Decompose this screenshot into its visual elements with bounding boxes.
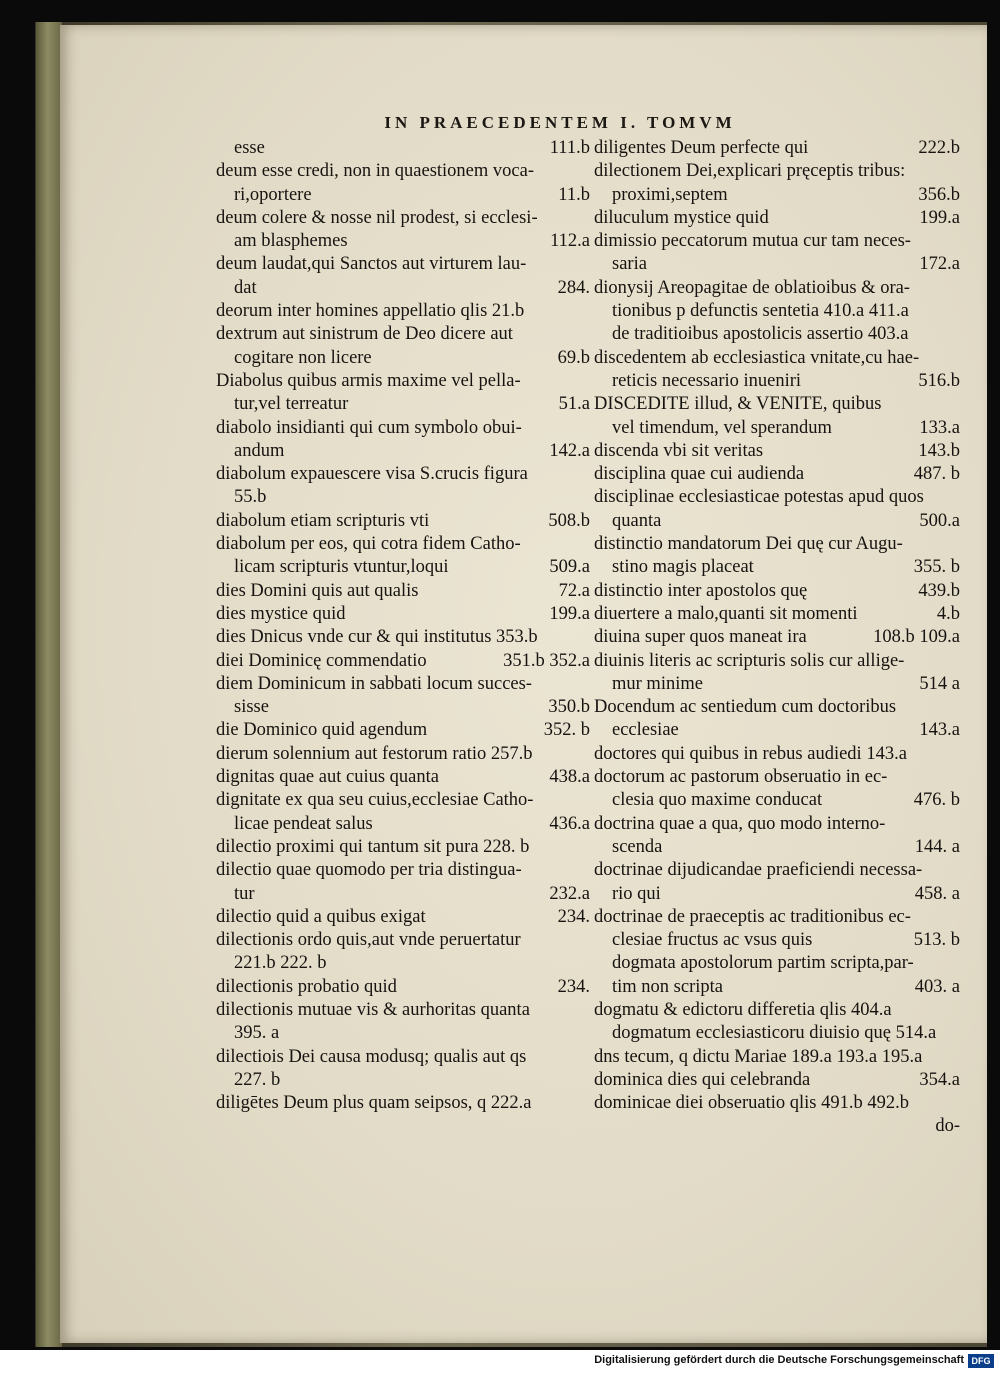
entry-text: dilectio quae quomodo per tria distingua- xyxy=(216,860,522,881)
index-entry-line xyxy=(216,417,590,440)
index-entry-line xyxy=(594,626,960,649)
index-entry-line xyxy=(216,789,590,812)
index-entry-line xyxy=(594,556,960,579)
entry-page-ref: 438.a xyxy=(549,767,590,788)
entry-text: dies mystice quid xyxy=(216,603,346,624)
index-entry-line xyxy=(594,999,960,1022)
entry-page-ref: 350.b xyxy=(548,697,590,718)
index-entry-line xyxy=(216,1022,590,1045)
entry-page-ref: 234. xyxy=(557,906,590,927)
entry-text: dominicae diei obseruatio qlis 491.b 492.b xyxy=(594,1093,909,1114)
entry-text: diligētes Deum plus quam seipsos, q 222.a xyxy=(216,1093,532,1114)
index-entry-line xyxy=(594,1046,960,1069)
entry-page-ref: 133.a xyxy=(919,417,960,438)
entry-text: dignitate ex qua seu cuius,ecclesiae Catho- xyxy=(216,790,534,811)
index-entry-line xyxy=(594,440,960,463)
entry-text: discedentem ab ecclesiastica vnitate,cu hae- xyxy=(594,347,920,368)
entry-text: proximi,septem xyxy=(612,184,728,205)
entry-text: dilectionis ordo quis,aut vnde peruertatur xyxy=(216,930,521,951)
entry-text: dilectionis mutuae vis & aurhoritas quanta xyxy=(216,999,530,1020)
entry-text: dies Dnicus vnde cur & qui institutus 353.b xyxy=(216,627,538,648)
entry-text: esse xyxy=(234,138,265,158)
index-entry-line xyxy=(594,1092,960,1115)
index-entry-line xyxy=(594,789,960,812)
entry-text: Docendum ac sentiedum cum doctoribus xyxy=(594,697,897,718)
index-entry-line xyxy=(216,533,590,556)
entry-text: ecclesiae xyxy=(612,720,679,741)
entry-text: dilectionem Dei,explicari pręceptis tribus: xyxy=(594,161,906,182)
index-entry-line xyxy=(594,137,960,160)
index-entry-line xyxy=(216,883,590,906)
index-entry-line xyxy=(216,230,590,253)
entry-page-ref: 514 a xyxy=(919,673,960,694)
index-entry-line xyxy=(594,813,960,836)
index-column-right xyxy=(594,137,960,1139)
entry-page-ref: 111.b xyxy=(549,138,590,158)
index-entry-line xyxy=(594,743,960,766)
entry-text: clesiae fructus ac vsus quis xyxy=(612,930,813,951)
entry-text: doctores qui quibus in rebus audiedi 143.a xyxy=(594,743,907,764)
entry-text: diabolo insidianti qui cum symbolo obui- xyxy=(216,417,522,438)
entry-page-ref: 508.b xyxy=(548,510,590,531)
index-entry-line xyxy=(594,1022,960,1045)
index-column-left xyxy=(216,137,590,1115)
entry-text: dextrum aut sinistrum de Deo dicere aut xyxy=(216,324,513,345)
entry-text: am blasphemes xyxy=(234,231,348,252)
index-entry-line xyxy=(594,719,960,742)
index-entry-line xyxy=(216,323,590,346)
index-entry-line xyxy=(594,1069,960,1092)
index-entry-line xyxy=(594,370,960,393)
entry-text: distinctio inter apostolos quę xyxy=(594,580,808,601)
index-entry-line xyxy=(216,976,590,999)
index-entry-line xyxy=(594,230,960,253)
index-entry-line xyxy=(594,417,960,440)
entry-page-ref: 284. xyxy=(557,277,590,298)
index-entry-line xyxy=(594,533,960,556)
index-entry-line xyxy=(216,184,590,207)
entry-text: dignitas quae aut cuius quanta xyxy=(216,767,439,788)
index-entry-line xyxy=(594,184,960,207)
index-entry-line xyxy=(594,277,960,300)
entry-text: 395. a xyxy=(234,1023,280,1044)
index-entry-line xyxy=(594,603,960,626)
entry-page-ref: 354.a xyxy=(919,1069,960,1090)
entry-text: diem Dominicum in sabbati locum succes- xyxy=(216,673,532,694)
index-entry-line xyxy=(216,929,590,952)
entry-page-ref: 436.a xyxy=(549,813,590,834)
index-entry-line xyxy=(594,510,960,533)
entry-text: dominica dies qui celebranda xyxy=(594,1069,811,1090)
index-entry-line xyxy=(216,650,590,673)
entry-text: doctorum ac pastorum obseruatio in ec- xyxy=(594,767,888,788)
index-entry-line xyxy=(216,556,590,579)
index-entry-line xyxy=(216,859,590,882)
index-entry-line xyxy=(216,393,590,416)
index-entry-line xyxy=(216,743,590,766)
entry-text: deum esse credi, non in quaestionem voca- xyxy=(216,161,534,182)
entry-text: tur,vel terreatur xyxy=(234,394,349,415)
entry-text: distinctio mandatorum Dei quę cur Augu- xyxy=(594,534,903,555)
index-entry-line xyxy=(594,1115,960,1138)
entry-text: 55.b xyxy=(234,487,267,508)
entry-page-ref: 476. b xyxy=(913,790,960,811)
index-entry-line xyxy=(594,300,960,323)
index-entry-line xyxy=(216,463,590,486)
entry-text: licae pendeat salus xyxy=(234,813,373,834)
index-entry-line xyxy=(594,696,960,719)
entry-text: dionysij Areopagitae de oblatioibus & ora- xyxy=(594,277,910,298)
entry-page-ref: 222.b xyxy=(918,138,960,158)
funding-credit: Digitalisierung gefördert durch die Deutsche Forschungsgemeinschaft xyxy=(594,1354,964,1366)
index-entry-line xyxy=(594,486,960,509)
entry-text: dilectionis probatio quid xyxy=(216,976,397,997)
entry-page-ref: 108.b 109.a xyxy=(873,627,960,648)
entry-page-ref: 69.b xyxy=(557,347,590,368)
entry-text: diabolum expauescere visa S.crucis figura xyxy=(216,464,528,485)
entry-text: doctrinae dijudicandae praeficiendi necessa- xyxy=(594,860,923,881)
index-entry-line xyxy=(216,510,590,533)
entry-text: dilectio proximi qui tantum sit pura 228. b xyxy=(216,836,530,857)
entry-text: reticis necessario inueniri xyxy=(612,370,802,391)
entry-page-ref: 112.a xyxy=(550,231,590,252)
entry-text: deorum inter homines appellatio qlis 21.b xyxy=(216,301,525,322)
index-entry-line xyxy=(216,952,590,975)
entry-text: ri,oportere xyxy=(234,184,312,205)
index-entry-line xyxy=(594,906,960,929)
index-entry-line xyxy=(216,1046,590,1069)
entry-text: disciplina quae cui audienda xyxy=(594,464,805,485)
entry-page-ref: 51.a xyxy=(558,394,590,415)
entry-text: saria xyxy=(612,254,647,275)
entry-page-ref: 143.a xyxy=(919,720,960,741)
entry-text: dns tecum, q dictu Mariae 189.a 193.a 195.a xyxy=(594,1046,923,1067)
index-entry-line xyxy=(216,906,590,929)
entry-text: diuinis literis ac scripturis solis cur allige- xyxy=(594,650,905,671)
index-entry-line xyxy=(216,580,590,603)
index-entry-line xyxy=(594,952,960,975)
index-entry-line xyxy=(594,883,960,906)
entry-page-ref: 352. b xyxy=(543,720,590,741)
entry-text: tur xyxy=(234,883,255,904)
index-entry-line xyxy=(594,463,960,486)
entry-text: stino magis placeat xyxy=(612,557,754,578)
entry-text: diabolum per eos, qui cotra fidem Catho- xyxy=(216,534,521,555)
entry-text: dilectiois Dei causa modusq; qualis aut qs xyxy=(216,1046,527,1067)
entry-text: 227. b xyxy=(234,1069,281,1090)
entry-text: scenda xyxy=(612,836,663,857)
index-entry-line xyxy=(216,1069,590,1092)
index-entry-line xyxy=(594,253,960,276)
index-entry-line xyxy=(216,277,590,300)
index-entry-line xyxy=(216,999,590,1022)
index-entry-line xyxy=(216,300,590,323)
entry-text: rio qui xyxy=(612,883,661,904)
entry-text: dogmata apostolorum partim scripta,par- xyxy=(612,953,914,974)
index-entry-line xyxy=(594,673,960,696)
entry-text: dilectio quid a quibus exigat xyxy=(216,906,426,927)
entry-text: clesia quo maxime conducat xyxy=(612,790,823,811)
entry-text: dogmatum ecclesiasticoru diuisio quę 514.a xyxy=(612,1023,937,1044)
entry-text: Diabolus quibus armis maxime vel pella- xyxy=(216,370,521,391)
entry-page-ref: 509.a xyxy=(549,557,590,578)
entry-text: andum xyxy=(234,440,285,461)
book-binding xyxy=(36,22,62,1347)
index-entry-line xyxy=(594,393,960,416)
entry-text: dies Domini quis aut qualis xyxy=(216,580,419,601)
index-entry-line xyxy=(216,836,590,859)
index-entry-line xyxy=(216,813,590,836)
index-entry-line xyxy=(216,440,590,463)
index-entry-line xyxy=(594,347,960,370)
entry-page-ref: 234. xyxy=(557,976,590,997)
entry-text: vel timendum, vel sperandum xyxy=(612,417,832,438)
index-entry-line xyxy=(216,347,590,370)
entry-text: dat xyxy=(234,277,257,298)
index-entry-line xyxy=(594,836,960,859)
entry-text: deum colere & nosse nil prodest, si ecclesi- xyxy=(216,207,538,228)
index-entry-line xyxy=(216,1092,590,1115)
entry-page-ref: 72.a xyxy=(558,580,590,601)
index-entry-line xyxy=(216,160,590,183)
index-entry-line xyxy=(216,626,590,649)
entry-text: tionibus p defunctis sentetia 410.a 411.a xyxy=(612,301,909,322)
entry-text: diei Dominicę commendatio xyxy=(216,650,427,671)
entry-page-ref: 513. b xyxy=(913,930,960,951)
entry-page-ref: 143.b xyxy=(918,440,960,461)
index-entry-line xyxy=(216,207,590,230)
entry-page-ref: 403. a xyxy=(914,976,960,997)
index-entry-line xyxy=(594,766,960,789)
entry-page-ref: 199.a xyxy=(919,207,960,228)
index-entry-line xyxy=(216,673,590,696)
footer-bar xyxy=(0,1350,1000,1374)
entry-text: cogitare non licere xyxy=(234,347,372,368)
entry-text: tim non scripta xyxy=(612,976,723,997)
entry-text: doctrinae de praeceptis ac traditionibus ec- xyxy=(594,906,911,927)
entry-text: quanta xyxy=(612,510,662,531)
entry-text: de traditioibus apostolicis assertio 403.a xyxy=(612,324,909,345)
index-entry-line xyxy=(594,650,960,673)
entry-page-ref: 439.b xyxy=(918,580,960,601)
index-entry-line xyxy=(216,696,590,719)
entry-page-ref: 11.b xyxy=(558,184,590,205)
index-entry-line xyxy=(216,137,590,160)
index-entry-line xyxy=(594,929,960,952)
entry-page-ref: 4.b xyxy=(936,603,960,624)
entry-page-ref: 142.a xyxy=(549,440,590,461)
entry-page-ref: 144. a xyxy=(914,836,960,857)
index-entry-line xyxy=(216,370,590,393)
entry-text: doctrina quae a qua, quo modo interno- xyxy=(594,813,886,834)
index-entry-line xyxy=(594,580,960,603)
entry-text: diluculum mystice quid xyxy=(594,207,769,228)
entry-text: dierum solennium aut festorum ratio 257.b xyxy=(216,743,533,764)
entry-page-ref: 356.b xyxy=(918,184,960,205)
entry-page-ref: 458. a xyxy=(914,883,960,904)
entry-text: discenda vbi sit veritas xyxy=(594,440,764,461)
index-entry-line xyxy=(216,486,590,509)
index-entry-line xyxy=(216,253,590,276)
entry-text: diligentes Deum perfecte qui xyxy=(594,138,809,158)
index-entry-line xyxy=(594,160,960,183)
index-entry-line xyxy=(216,603,590,626)
index-entry-line xyxy=(594,207,960,230)
entry-page-ref: 232.a xyxy=(549,883,590,904)
index-entry-line xyxy=(216,719,590,742)
entry-text: dimissio peccatorum mutua cur tam neces- xyxy=(594,231,911,252)
entry-text: diuina super quos maneat ira xyxy=(594,627,807,648)
dfg-logo: DFG xyxy=(968,1354,994,1368)
entry-text: die Dominico quid agendum xyxy=(216,720,428,741)
entry-page-ref: 172.a xyxy=(919,254,960,275)
entry-text: diabolum etiam scripturis vti xyxy=(216,510,430,531)
entry-page-ref: do- xyxy=(935,1116,960,1137)
entry-text: licam scripturis vtuntur,loqui xyxy=(234,557,449,578)
entry-text: 221.b 222. b xyxy=(234,953,327,974)
entry-page-ref: 351.b 352.a xyxy=(503,650,590,671)
entry-page-ref: 355. b xyxy=(913,557,960,578)
running-head: IN PRAECEDENTEM I. TOMVM xyxy=(384,113,736,132)
entry-text: deum laudat,qui Sanctos aut virturem lau- xyxy=(216,254,527,275)
entry-text: mur minime xyxy=(612,673,703,694)
entry-text: DISCEDITE illud, & VENITE, quibus xyxy=(594,394,882,415)
index-entry-line xyxy=(216,766,590,789)
entry-page-ref: 199.a xyxy=(549,603,590,624)
entry-page-ref: 487. b xyxy=(913,464,960,485)
entry-text: sisse xyxy=(234,697,269,718)
entry-text: dogmatu & edictoru differetia qlis 404.a xyxy=(594,999,892,1020)
entry-page-ref: 500.a xyxy=(919,510,960,531)
entry-text: diuertere a malo,quanti sit momenti xyxy=(594,603,858,624)
entry-text: disciplinae ecclesiasticae potestas apud quos xyxy=(594,487,924,508)
index-entry-line xyxy=(594,976,960,999)
index-entry-line xyxy=(594,323,960,346)
entry-page-ref: 516.b xyxy=(918,370,960,391)
index-entry-line xyxy=(594,859,960,882)
